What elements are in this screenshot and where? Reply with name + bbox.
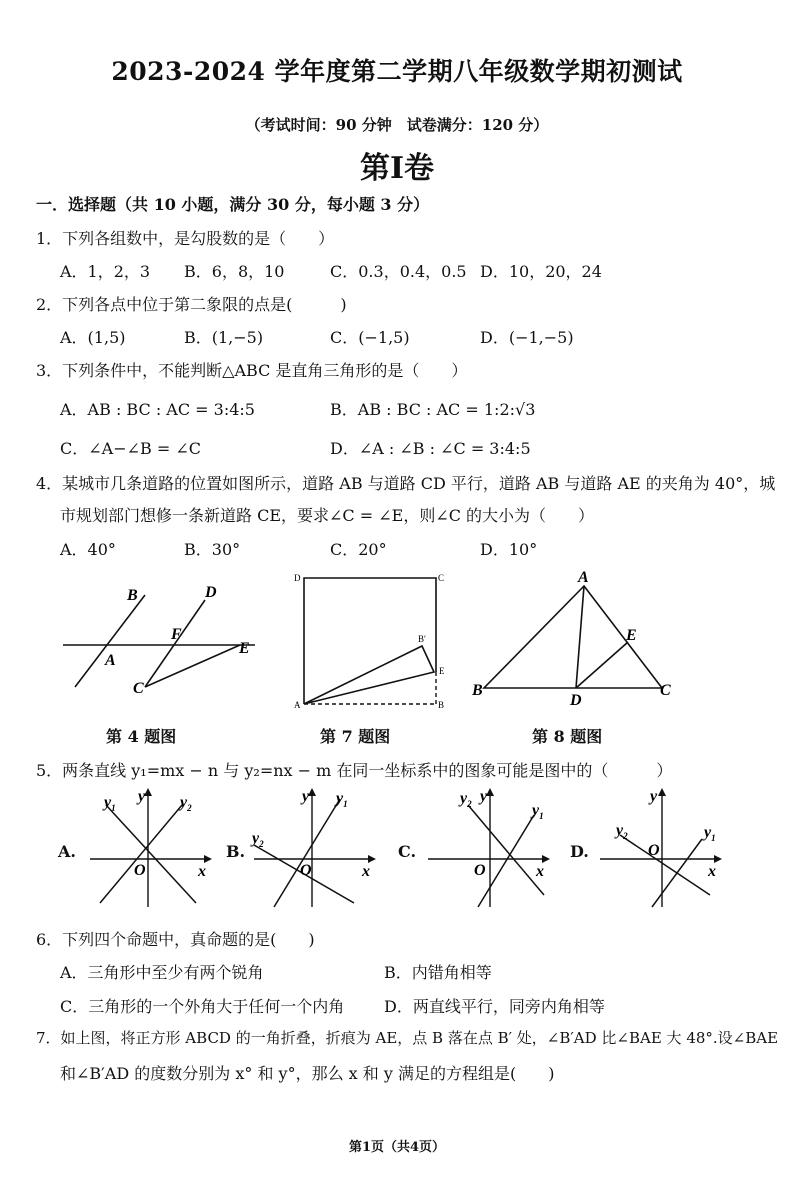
- fig8-label-a: A: [578, 569, 589, 586]
- q1-option-d: D．10，20，24: [480, 262, 602, 281]
- q5-graph-c: [424, 785, 554, 910]
- q2-option-a: A．(1,5): [60, 328, 126, 347]
- fig8-label-d: D: [570, 692, 582, 708]
- section-heading: 一．选择题（共 10 小题，满分 30 分，每小题 3 分）: [36, 195, 430, 214]
- q4-option-b: B．30°: [184, 540, 241, 559]
- graph-c-y-label: y: [480, 788, 488, 805]
- q4-option-a: A．40°: [60, 540, 116, 559]
- q3-option-c: C．∠A−∠B = ∠C: [60, 439, 202, 458]
- q6-option-c: C．三角形的一个外角大于任何一个内角: [60, 997, 345, 1016]
- exam-info: （考试时间：90 分钟 试卷满分：120 分）: [245, 116, 549, 134]
- fig8-label-e: E: [626, 627, 637, 644]
- graph-d-y2-label: $y_2$: [616, 822, 628, 841]
- question-3-stem: 3．下列条件中，不能判断△ABC 是直角三角形的是（ ）: [36, 361, 468, 380]
- q5-graph-b: [250, 785, 380, 910]
- graph-a-origin: O: [134, 862, 146, 879]
- q3-option-b: B．AB : BC : AC = 1:2:√3: [330, 400, 536, 419]
- fig7-label-a: A: [294, 700, 301, 710]
- q6-option-a: A．三角形中至少有两个锐角: [60, 963, 264, 982]
- q5-option-c: C.: [398, 842, 417, 861]
- q1-option-a: A．1，2，3: [60, 262, 151, 281]
- fig4-label-c: C: [133, 680, 144, 697]
- graph-a-y2-label: $y_2$: [180, 794, 192, 813]
- question-5-stem: 5．两条直线 y₁=mx − n 与 y₂=nx − m 在同一坐标系中的图象可能是图中的（ ）: [36, 761, 673, 780]
- question-7-stem-line2: 和∠B′AD 的度数分别为 x° 和 y°，那么 x 和 y 满足的方程组是( ): [60, 1064, 555, 1083]
- q4-option-c: C．20°: [330, 540, 387, 559]
- graph-a-x-label: x: [198, 863, 206, 880]
- fig4-label-f: F: [171, 626, 182, 643]
- graph-b-y-label: y: [302, 788, 310, 805]
- question-4-stem: 4．某城市几条道路的位置如图所示，道路 AB 与道路 CD 平行，道路 AB 与道路 AE 的夹角为 40°，城: [36, 474, 776, 493]
- question-1-stem: 1．下列各组数中，是勾股数的是（ ）: [36, 229, 335, 248]
- graph-b-y2-label: $y_2$: [252, 830, 264, 849]
- exam-title: 2023-2024 学年度第二学期八年级数学期初测试: [111, 57, 683, 86]
- q1-option-b: B．6，8，10: [184, 262, 285, 281]
- graph-c-origin: O: [474, 862, 486, 879]
- graph-c-x-label: x: [536, 863, 544, 880]
- q5-option-b: B.: [226, 842, 246, 861]
- q5-graph-a: [86, 785, 216, 910]
- q5-graph-d: [596, 785, 726, 910]
- figure-8: [470, 568, 680, 708]
- q1-option-c: C．0.3，0.4，0.5: [330, 262, 467, 281]
- fig4-label-a: A: [105, 652, 116, 669]
- q6-option-d: D．两直线平行，同旁内角相等: [384, 997, 605, 1016]
- fig7-label-b: B: [438, 700, 445, 710]
- q4-option-d: D．10°: [480, 540, 538, 559]
- fig7-label-e: E: [439, 666, 445, 676]
- q6-option-b: B．内错角相等: [384, 963, 492, 982]
- graph-b-x-label: x: [362, 863, 370, 880]
- graph-d-y-label: y: [650, 788, 658, 805]
- fig4-label-b: B: [127, 587, 138, 604]
- fig4-label-e: E: [239, 640, 250, 657]
- q5-option-a: A.: [58, 842, 76, 861]
- graph-d-x-label: x: [708, 863, 716, 880]
- figure-8-caption: 第 8 题图: [532, 727, 603, 746]
- q2-option-b: B．(1,−5): [184, 328, 264, 347]
- graph-c-y1-label: $y_1$: [532, 802, 544, 821]
- graph-d-y1-label: $y_1$: [704, 824, 716, 843]
- question-7-stem: 7．如上图，将正方形 ABCD 的一角折叠，折痕为 AE，点 B 落在点 B′ 处，∠B′AD 比∠BAE 大 48°.设∠BAE: [36, 1029, 779, 1047]
- q2-option-d: D．(−1,−5): [480, 328, 574, 347]
- graph-b-origin: O: [300, 862, 312, 879]
- graph-b-y1-label: $y_1$: [336, 790, 348, 809]
- volume-title: 第Ⅰ卷: [359, 151, 435, 186]
- figure-7-caption: 第 7 题图: [320, 727, 391, 746]
- graph-a-y1-label: $y_1$: [104, 794, 116, 813]
- q3-option-d: D．∠A : ∠B : ∠C = 3:4:5: [330, 439, 531, 458]
- q5-option-d: D.: [570, 842, 589, 861]
- figure-4-caption: 第 4 题图: [106, 727, 177, 746]
- question-2-stem: 2．下列各点中位于第二象限的点是( ): [36, 295, 347, 314]
- fig4-label-d: D: [205, 584, 217, 601]
- question-6-stem: 6．下列四个命题中，真命题的是( ): [36, 930, 315, 949]
- page-footer: 第1页（共4页）: [348, 1140, 446, 1155]
- graph-d-origin: O: [648, 842, 660, 859]
- figure-4: [55, 575, 285, 705]
- fig7-label-d: D: [294, 573, 301, 583]
- fig7-label-b-prime: B′: [418, 634, 426, 644]
- figure-7: [290, 568, 450, 716]
- graph-a-y-label: y: [138, 788, 146, 805]
- q3-option-a: A．AB : BC : AC = 3:4:5: [60, 400, 255, 419]
- q2-option-c: C．(−1,5): [330, 328, 410, 347]
- fig8-label-b: B: [472, 682, 483, 699]
- fig7-label-c: C: [438, 573, 445, 583]
- graph-c-y2-label: $y_2$: [460, 790, 472, 809]
- question-4-stem-line2: 市规划部门想修一条新道路 CE，要求∠C = ∠E，则∠C 的大小为（ ）: [60, 506, 595, 525]
- fig8-label-c: C: [660, 682, 671, 699]
